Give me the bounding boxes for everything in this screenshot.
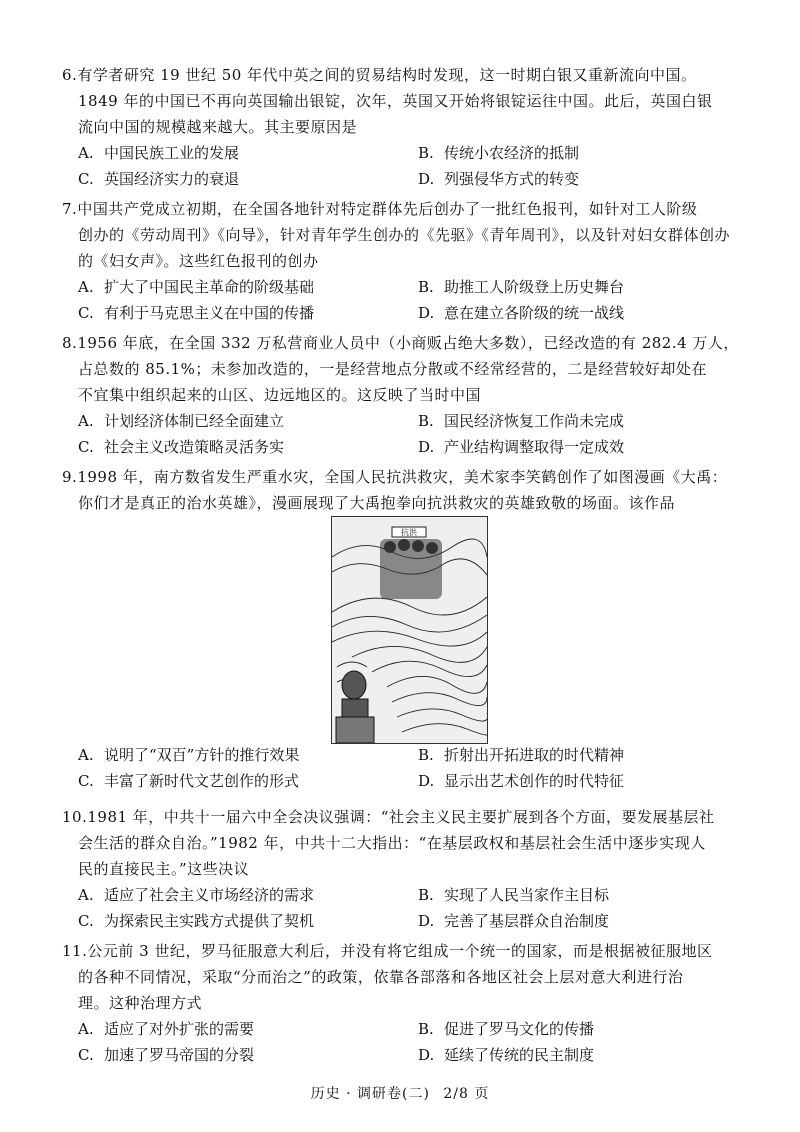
option-d[interactable] (402, 1042, 742, 1068)
stem-line: 1849 年的中国已不再向英国输出银锭，次年，英国又开始将银锭运往中国。此后，英国白银 (78, 92, 713, 110)
question-stem (62, 62, 742, 140)
cartoon-illustration (332, 517, 487, 743)
option-letter: C. (78, 170, 94, 188)
option-letter: C. (78, 1046, 94, 1064)
options (62, 408, 742, 460)
stem-line: 1998 年，南方数省发生严重水灾，全国人民抗洪救灾，美术家李笑鹤创作了如图漫画《大禹： (77, 468, 728, 486)
stem-line: 会生活的群众自治。”1982 年，中共十二大指出：“在基层政权和基层社会生活中逐步实现人 (78, 834, 706, 852)
option-c[interactable] (62, 1042, 402, 1068)
stem-line: 创办的《劳动周刊》《向导》，针对青年学生创办的《先驱》《青年周刊》，以及针对妇女群体创办 (78, 226, 731, 244)
option-letter: C. (78, 304, 94, 322)
option-letter: C. (78, 772, 94, 790)
question-9-options (62, 742, 742, 794)
option-letter: D. (418, 304, 435, 322)
option-a[interactable] (62, 274, 402, 300)
question-stem (62, 804, 742, 882)
option-text: 适应了社会主义市场经济的需求 (104, 886, 315, 904)
option-letter: C. (78, 438, 94, 456)
question-9 (62, 464, 742, 516)
option-letter: D. (418, 912, 435, 930)
options (62, 140, 742, 192)
option-c[interactable] (62, 434, 402, 460)
option-letter: B. (418, 412, 434, 430)
option-a[interactable] (62, 140, 402, 166)
option-text: 促进了罗马文化的传播 (444, 1020, 595, 1038)
question-number: 11. (62, 942, 88, 960)
option-b[interactable] (402, 274, 742, 300)
option-letter: A. (78, 746, 94, 764)
option-text: 传统小农经济的抵制 (444, 144, 580, 162)
stem-line: 占总数的 85.1%；未参加改造的，一是经营地点分散或不经常经营的，二是经营较好却处在 (78, 360, 707, 378)
option-d[interactable] (402, 908, 742, 934)
option-letter: A. (78, 886, 94, 904)
option-letter: C. (78, 912, 94, 930)
option-d[interactable] (402, 166, 742, 192)
stem-line: 的各种不同情况，采取“分而治之”的政策，依靠各部落和各地区社会上层对意大利进行治 (78, 968, 684, 986)
option-c[interactable] (62, 768, 402, 794)
option-c[interactable] (62, 300, 402, 326)
option-a[interactable] (62, 1016, 402, 1042)
question-stem (62, 464, 742, 516)
option-text: 意在建立各阶级的统一战线 (444, 304, 625, 322)
stem-line: 的《妇女声》。这些红色报刊的创办 (78, 252, 319, 270)
cartoon-image (331, 516, 488, 744)
option-a[interactable] (62, 882, 402, 908)
stem-line: 流向中国的规模越来越大。其主要原因是 (78, 118, 358, 136)
option-text: 适应了对外扩张的需要 (104, 1020, 255, 1038)
option-b[interactable] (402, 408, 742, 434)
stem-line: 不宜集中组织起来的山区、边远地区的。这反映了当时中国 (78, 386, 482, 404)
option-text: 延续了传统的民主制度 (444, 1046, 595, 1064)
stem-line: 理。这种治理方式 (78, 994, 203, 1012)
option-d[interactable] (402, 768, 742, 794)
option-letter: A. (78, 412, 94, 430)
option-text: 英国经济实力的衰退 (104, 170, 240, 188)
question-6 (62, 62, 742, 192)
option-text: 为探索民主实践方式提供了契机 (104, 912, 315, 930)
question-stem (62, 330, 742, 408)
option-letter: B. (418, 886, 434, 904)
option-letter: A. (78, 1020, 94, 1038)
options (62, 274, 742, 326)
stem-line: 民的直接民主。”这些决议 (78, 860, 250, 878)
option-letter: A. (78, 278, 94, 296)
option-b[interactable] (402, 140, 742, 166)
option-letter: D. (418, 438, 435, 456)
option-text: 加速了罗马帝国的分裂 (104, 1046, 255, 1064)
option-c[interactable] (62, 908, 402, 934)
option-letter: B. (418, 1020, 434, 1038)
question-10 (62, 804, 742, 934)
stem-line: 中国共产党成立初期，在全国各地针对特定群体先后创办了一批红色报刊，如针对工人阶级 (77, 200, 698, 218)
option-letter: A. (78, 144, 94, 162)
question-number: 10. (62, 808, 88, 826)
option-text: 社会主义改造策略灵活务实 (104, 438, 285, 456)
stem-line: 公元前 3 世纪，罗马征服意大利后，并没有将它组成一个统一的国家，而是根据被征服地区 (87, 942, 713, 960)
option-d[interactable] (402, 300, 742, 326)
option-text: 有利于马克思主义在中国的传播 (104, 304, 315, 322)
question-stem (62, 938, 742, 1016)
option-letter: B. (418, 746, 434, 764)
option-text: 折射出开拓进取的时代精神 (444, 746, 625, 764)
cartoon-banner-text: 抗洪 (401, 528, 417, 537)
footer-page-number: 2/8 页 (443, 1086, 490, 1102)
question-11 (62, 938, 742, 1068)
option-text: 中国民族工业的发展 (104, 144, 240, 162)
option-text: 完善了基层群众自治制度 (444, 912, 610, 930)
stem-line: 1981 年，中共十一届六中全会决议强调：“社会主义民主要扩展到各个方面，要发展基层社 (87, 808, 715, 826)
stem-line: 1956 年底，在全国 332 万私营商业人员中（小商贩占绝大多数），已经改造的有 282.4 万人， (77, 334, 739, 352)
option-text: 助推工人阶级登上历史舞台 (444, 278, 625, 296)
option-text: 计划经济体制已经全面建立 (104, 412, 285, 430)
option-text: 丰富了新时代文艺创作的形式 (104, 772, 300, 790)
footer-exam: 调研卷(二) (356, 1086, 430, 1102)
options (62, 882, 742, 934)
option-letter: D. (418, 772, 435, 790)
stem-line: 你们才是真正的治水英雄》，漫画展现了大禹抱拳向抗洪救灾的英雄致敬的场面。该作品 (78, 494, 676, 512)
option-letter: B. (418, 144, 434, 162)
option-b[interactable] (402, 1016, 742, 1042)
option-d[interactable] (402, 434, 742, 460)
option-text: 列强侵华方式的转变 (444, 170, 580, 188)
question-number: 9. (62, 468, 78, 486)
question-number: 7. (62, 200, 78, 218)
option-letter: D. (418, 170, 435, 188)
question-7 (62, 196, 742, 326)
option-text: 产业结构调整取得一定成效 (444, 438, 625, 456)
option-a[interactable] (62, 408, 402, 434)
option-text: 扩大了中国民主革命的阶级基础 (104, 278, 315, 296)
option-text: 说明了“双百”方针的推行效果 (104, 746, 300, 764)
page-footer (0, 1083, 800, 1103)
question-number: 8. (62, 334, 78, 352)
options (62, 742, 742, 794)
question-stem (62, 196, 742, 274)
footer-separator: · (346, 1086, 352, 1102)
option-a[interactable] (62, 742, 402, 768)
footer-subject: 历史 (310, 1086, 341, 1102)
options (62, 1016, 742, 1068)
option-text: 国民经济恢复工作尚未完成 (444, 412, 625, 430)
option-text: 显示出艺术创作的时代特征 (444, 772, 625, 790)
option-letter: B. (418, 278, 434, 296)
option-b[interactable] (402, 882, 742, 908)
question-number: 6. (62, 66, 78, 84)
option-b[interactable] (402, 742, 742, 768)
question-8 (62, 330, 742, 460)
option-letter: D. (418, 1046, 435, 1064)
option-text: 实现了人民当家作主目标 (444, 886, 610, 904)
stem-line: 有学者研究 19 世纪 50 年代中英之间的贸易结构时发现，这一时期白银又重新流向中国。 (77, 66, 697, 84)
option-c[interactable] (62, 166, 402, 192)
